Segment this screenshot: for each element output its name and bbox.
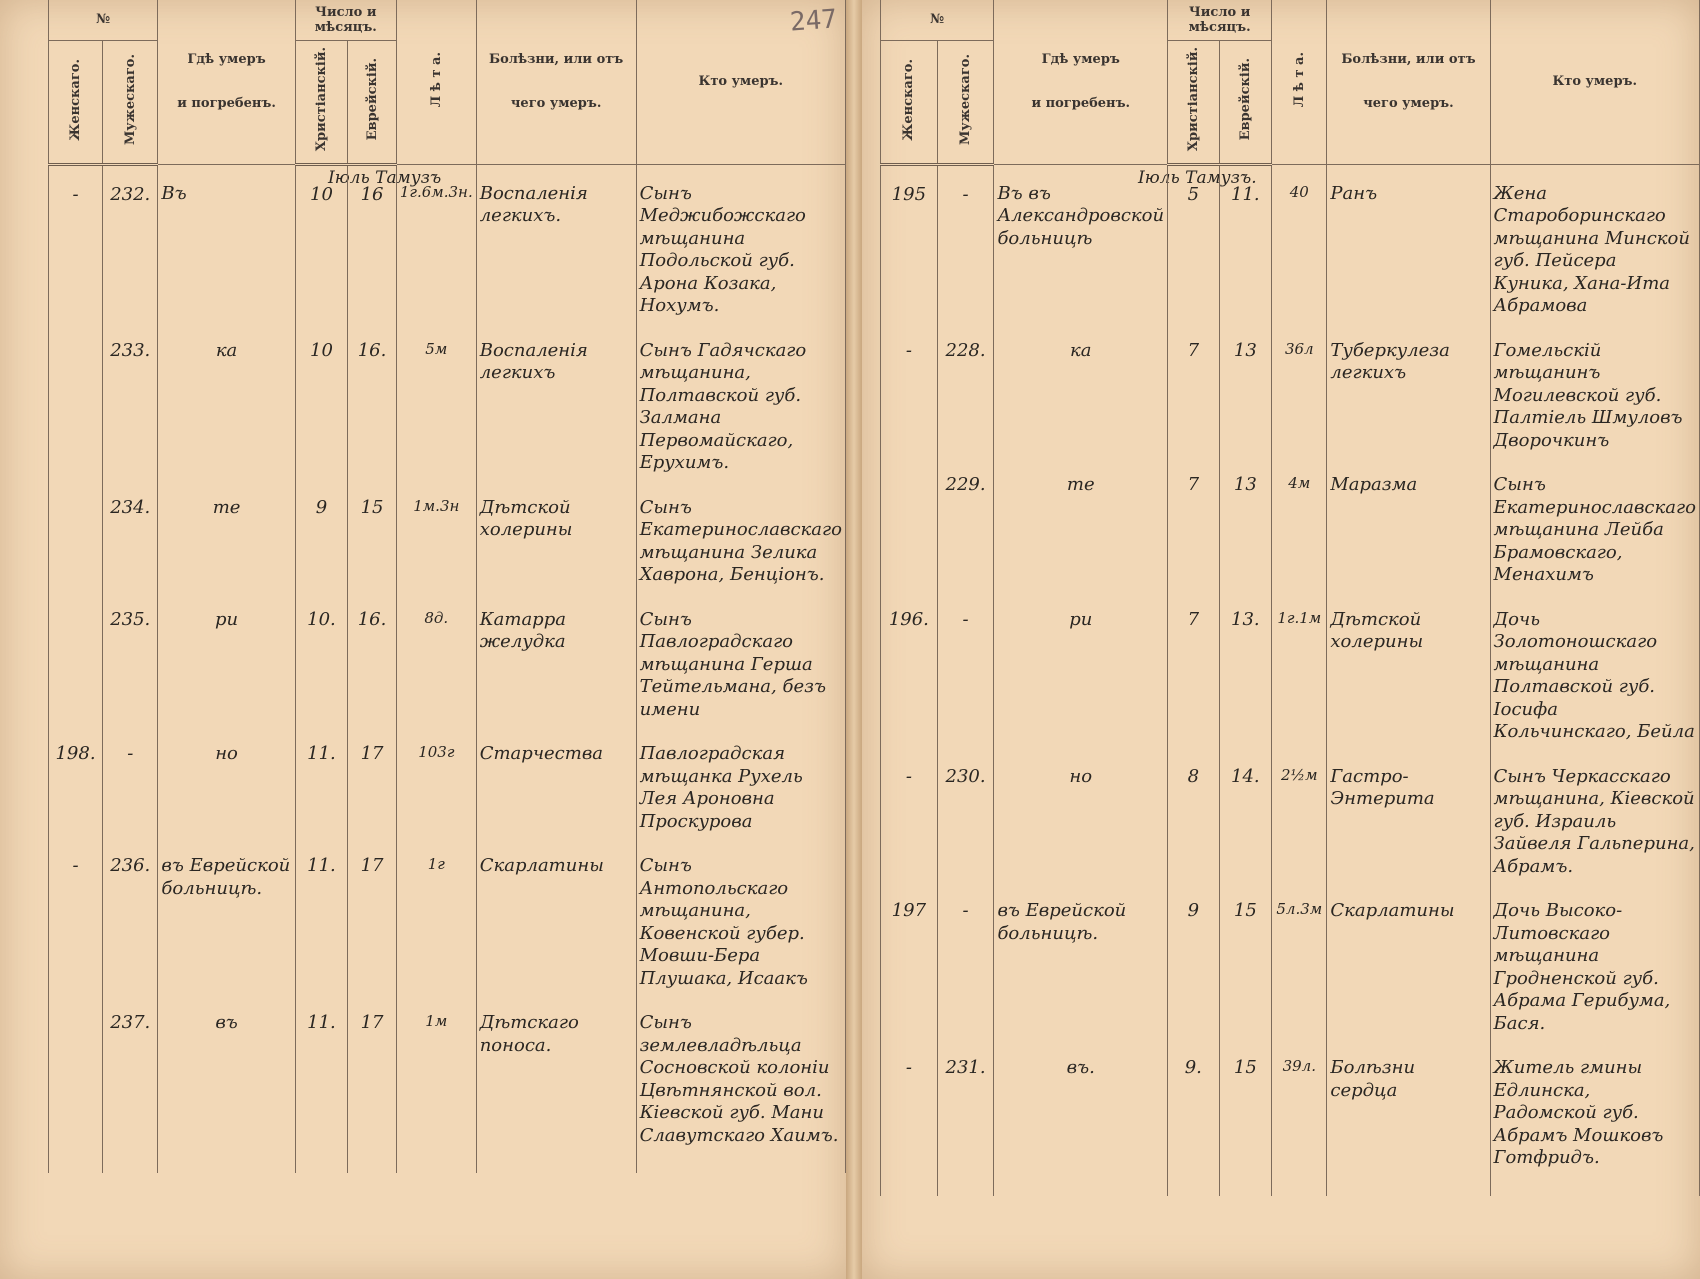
jewish-date: 16 (348, 164, 397, 322)
deceased: Сынъ Меджибожскаго мѣщанина Подольской губ. Арона Козака, Нохумъ. (636, 164, 845, 322)
christian-date: 9. (1168, 1039, 1219, 1174)
female-number: - (881, 1039, 938, 1174)
cause: Старчества (476, 725, 636, 837)
col-cause-header: Болѣзни, или отъ чего умеръ. (1327, 0, 1490, 164)
cause: Дѣтскаго поноса. (476, 994, 636, 1151)
female-number: 197 (881, 882, 938, 1039)
cause: Скарлатины (1327, 882, 1490, 1039)
age: 8д. (396, 591, 476, 726)
jewish-date: 13. (1219, 591, 1272, 748)
col-where-header: Гдѣ умеръ и погребенъ. (994, 0, 1168, 164)
col-christian-header: Христіанскій. (1168, 40, 1219, 164)
male-number: - (937, 164, 994, 322)
age: 1м.3н (396, 479, 476, 591)
jewish-date: 17 (348, 725, 397, 837)
death-register-table-left (48, 0, 846, 1173)
table-row (49, 164, 846, 322)
deceased: Сынъ Гадячскаго мѣщанина, Полтавской губ. Залмана Первомайскаго, Ерухимъ. (636, 322, 845, 479)
jewish-date: 17 (348, 994, 397, 1151)
col-date-header: Число и мѣсяцъ. (1168, 0, 1272, 40)
col-where-header: Гдѣ умеръ и погребенъ. (158, 0, 295, 164)
deceased: Дочь Высоко-Литовскаго мѣщанина Гродненской губ. Абрама Герибума, Бася. (1490, 882, 1699, 1039)
age: 1г.1м (1272, 591, 1327, 748)
deceased: Сынъ Павлоградскаго мѣщанина Герша Тейтельмана, безъ имени (636, 591, 845, 726)
age: 36л (1272, 322, 1327, 457)
jewish-date: 11. (1219, 164, 1272, 322)
age: 1г (396, 837, 476, 994)
cause: Болѣзни сердца (1327, 1039, 1490, 1174)
female-number: 195 (881, 164, 938, 322)
male-number: 228. (937, 322, 994, 457)
table-row (49, 591, 846, 726)
female-number (49, 322, 103, 479)
male-number: 231. (937, 1039, 994, 1174)
table-row (49, 322, 846, 479)
cause: Скарлатины (476, 837, 636, 994)
male-number: 236. (103, 837, 158, 994)
female-number (49, 591, 103, 726)
female-number (49, 994, 103, 1151)
deceased: Жена Староборинскаго мѣщанина Минской губ. Пейсера Куника, Хана-Ита Абрамова (1490, 164, 1699, 322)
col-jewish-header: Еврейскій. (1219, 40, 1272, 164)
jewish-date: 13 (1219, 322, 1272, 457)
place: въ Еврейской больницѣ. (158, 837, 295, 994)
col-who-header: Кто умеръ. (1490, 0, 1699, 164)
christian-date: 11. (295, 725, 348, 837)
jewish-date: 15 (1219, 1039, 1272, 1174)
christian-date: 7 (1168, 456, 1219, 591)
right-page (862, 0, 1700, 1279)
col-male-header: Мужескаго. (937, 40, 994, 164)
christian-date: 7 (1168, 322, 1219, 457)
jewish-date: 13 (1219, 456, 1272, 591)
col-female-header: Женскаго. (881, 40, 938, 164)
cause: Катарра желудка (476, 591, 636, 726)
col-christian-header: Христіанскій. (295, 40, 348, 164)
male-number: 235. (103, 591, 158, 726)
deceased: Житель гмины Едлинска, Радомской губ. Абрамъ Мошковъ Готфридъ. (1490, 1039, 1699, 1174)
empty-row (881, 1174, 1700, 1196)
month-note: Іюль Тамузъ (328, 168, 442, 188)
christian-date: 7 (1168, 591, 1219, 748)
col-cause-header: Болѣзни, или отъ чего умеръ. (476, 0, 636, 164)
place: въ Еврейской больницѣ. (994, 882, 1168, 1039)
cause: Воспаленія легкихъ. (476, 164, 636, 322)
jewish-date: 17 (348, 837, 397, 994)
christian-date: 9 (295, 479, 348, 591)
col-date-header: Число и мѣсяцъ. (295, 0, 396, 40)
male-number: 230. (937, 748, 994, 883)
male-number: 229. (937, 456, 994, 591)
age: 2½м (1272, 748, 1327, 883)
age: 40 (1272, 164, 1327, 322)
place: ри (994, 591, 1168, 748)
month-note: Іюль Тамузъ. (1138, 168, 1257, 188)
christian-date: 10. (295, 591, 348, 726)
table-row (881, 591, 1700, 748)
death-register-table-right (880, 0, 1700, 1196)
deceased: Сынъ Екатеринославскаго мѣщанина Зелика Хаврона, Бенціонъ. (636, 479, 845, 591)
female-number: - (881, 748, 938, 883)
male-number: 232. (103, 164, 158, 322)
place: Въ (158, 164, 295, 322)
table-row (49, 479, 846, 591)
left-page (0, 0, 846, 1279)
christian-date: 8 (1168, 748, 1219, 883)
male-number: 233. (103, 322, 158, 479)
place: ка (158, 322, 295, 479)
christian-date: 5 (1168, 164, 1219, 322)
page-number: 247 (789, 4, 838, 38)
age: 1м (396, 994, 476, 1151)
table-row (881, 164, 1700, 322)
table-row (881, 456, 1700, 591)
christian-date: 11. (295, 837, 348, 994)
jewish-date: 16. (348, 322, 397, 479)
deceased: Гомельскій мѣщанинъ Могилевской губ. Палтіель Шмуловъ Дворочкинъ (1490, 322, 1699, 457)
male-number: 234. (103, 479, 158, 591)
cause: Дѣтской холерины (1327, 591, 1490, 748)
christian-date: 11. (295, 994, 348, 1151)
place: но (994, 748, 1168, 883)
col-age-header: Л ѣ т а. (396, 0, 476, 164)
age: 39л. (1272, 1039, 1327, 1174)
col-jewish-header: Еврейскій. (348, 40, 397, 164)
place: ри (158, 591, 295, 726)
table-row (881, 322, 1700, 457)
jewish-date: 15 (1219, 882, 1272, 1039)
female-number: 198. (49, 725, 103, 837)
empty-row (49, 1151, 846, 1173)
jewish-date: 16. (348, 591, 397, 726)
place: въ (158, 994, 295, 1151)
place: но (158, 725, 295, 837)
deceased: Сынъ землевладѣльца Сосновской колоніи Цвѣтнянской вол. Кіевской губ. Мани Славутскаго Хаимъ. (636, 994, 845, 1151)
deceased: Сынъ Антопольскаго мѣщанина, Ковенской губер. Мовши-Бера Плушака, Исаакъ (636, 837, 845, 994)
christian-date: 10 (295, 164, 348, 322)
christian-date: 10 (295, 322, 348, 479)
female-number: - (49, 837, 103, 994)
deceased: Сынъ Екатеринославскаго мѣщанина Лейба Брамовскаго, Менахимъ (1490, 456, 1699, 591)
age: 103г (396, 725, 476, 837)
cause: Гастро-Энтерита (1327, 748, 1490, 883)
col-male-header: Мужескаго. (103, 40, 158, 164)
deceased: Дочь Золотоношскаго мѣщанина Полтавской губ. Іосифа Кольчинскаго, Бейла (1490, 591, 1699, 748)
female-number: - (49, 164, 103, 322)
female-number: - (881, 322, 938, 457)
table-row (49, 725, 846, 837)
place: Въ въ Александровской больницѣ (994, 164, 1168, 322)
age: 5м (396, 322, 476, 479)
deceased: Сынъ Черкасскаго мѣщанина, Кіевской губ. Израиль Зайвеля Гальперина, Абрамъ. (1490, 748, 1699, 883)
table-row (881, 748, 1700, 883)
male-number: - (103, 725, 158, 837)
col-female-header: Женскаго. (49, 40, 103, 164)
age: 5л.3м (1272, 882, 1327, 1039)
jewish-date: 14. (1219, 748, 1272, 883)
col-age-header: Л ѣ т а. (1272, 0, 1327, 164)
age: 4м (1272, 456, 1327, 591)
female-number: 196. (881, 591, 938, 748)
cause: Маразма (1327, 456, 1490, 591)
place: въ. (994, 1039, 1168, 1174)
female-number (49, 479, 103, 591)
age: 1г.6м.3н. (396, 164, 476, 322)
table-row (881, 882, 1700, 1039)
place: те (158, 479, 295, 591)
christian-date: 9 (1168, 882, 1219, 1039)
cause: Ранъ (1327, 164, 1490, 322)
col-number-header: № (881, 0, 994, 40)
table-row (49, 837, 846, 994)
deceased: Павлоградская мѣщанка Рухель Лея Ароновна Проскурова (636, 725, 845, 837)
col-number-header: № (49, 0, 158, 40)
place: ка (994, 322, 1168, 457)
place: те (994, 456, 1168, 591)
male-number: 237. (103, 994, 158, 1151)
book-gutter (846, 0, 862, 1279)
col-who-header: Кто умеръ. (636, 0, 845, 164)
cause: Туберкулеза легкихъ (1327, 322, 1490, 457)
cause: Воспаленія легкихъ (476, 322, 636, 479)
male-number: - (937, 882, 994, 1039)
female-number (881, 456, 938, 591)
male-number: - (937, 591, 994, 748)
table-row (881, 1039, 1700, 1174)
cause: Дѣтской холерины (476, 479, 636, 591)
table-row (49, 994, 846, 1151)
jewish-date: 15 (348, 479, 397, 591)
